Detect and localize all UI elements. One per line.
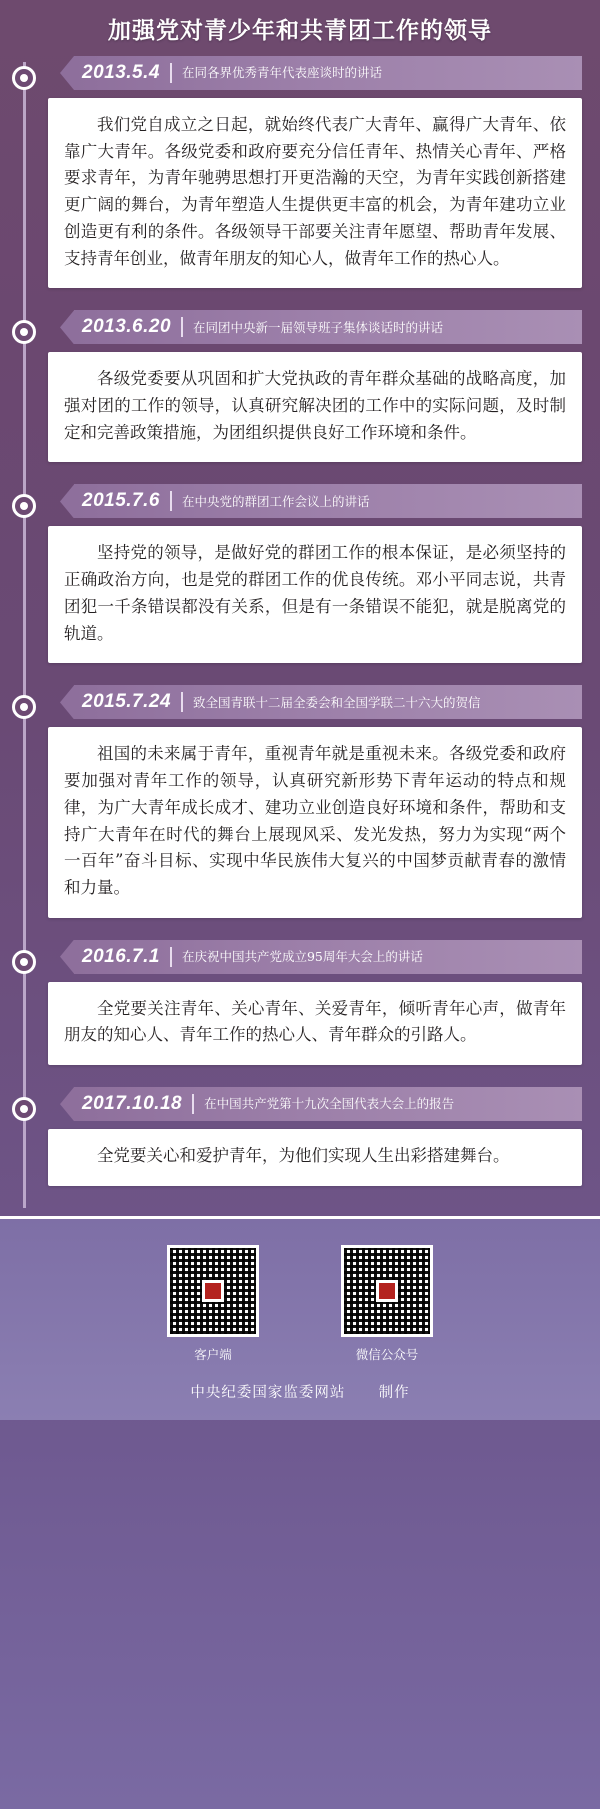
entry-card [48, 352, 582, 462]
entry-text: 各级党委要从巩固和扩大党执政的青年群众基础的战略高度，加强对团的工作的领导，认真研究解决团的工作中的实际问题，及时制定和完善政策措施，为团组织提供良好工作环境和条件。 [64, 369, 566, 442]
arrow-left-icon [60, 310, 74, 344]
timeline-node-icon [12, 494, 36, 518]
divider [181, 692, 183, 712]
entry-date: 2013.6.20 [82, 316, 172, 338]
timeline-node-icon [12, 66, 36, 90]
timeline-node-icon [12, 1097, 36, 1121]
entry-source: 在庆祝中国共产党成立95周年大会上的讲话 [181, 948, 423, 964]
divider [170, 491, 172, 511]
entry-source: 在中国共产党第十九次全国代表大会上的报告 [204, 1096, 455, 1112]
entry-header [60, 56, 582, 90]
divider [192, 1094, 194, 1114]
footer-credit-organization: 中央纪委国家监委网站 [190, 1384, 346, 1401]
arrow-left-icon [60, 1087, 74, 1121]
entry-header [60, 940, 582, 974]
arrow-left-icon [60, 940, 74, 974]
timeline-entry [0, 1087, 600, 1208]
timeline [0, 56, 600, 1208]
qr-code-label: 微信公众号 [355, 1346, 419, 1362]
page-header [0, 0, 600, 56]
divider [170, 947, 172, 967]
timeline-node-icon [12, 695, 36, 719]
arrow-left-icon [60, 685, 74, 719]
entry-text: 祖国的未来属于青年，重视青年就是重视未来。各级党委和政府要加强对青年工作的领导，认真研究新形势下青年运动的特点和规律，为广大青年成长成才、建功立业创造良好环境和条件，帮助和支持广大青年在时代的舞台上展现风采、发光发热，努力为实现“两个一百年”奋斗目标、实现中华民族伟大复兴的中国梦贡献青春的激情和力量。 [64, 744, 566, 897]
entry-card [48, 982, 582, 1065]
qr-code-app [165, 1245, 261, 1363]
qr-code-label: 客户端 [194, 1346, 232, 1362]
entry-source: 在中央党的群团工作会议上的讲话 [181, 493, 370, 509]
entry-card [48, 526, 582, 663]
entry-card [48, 98, 582, 288]
entry-text: 全党要关注青年、关心青年、关爱青年，倾听青年心声，做青年朋友的知心人、青年工作的热心人、青年群众的引路人。 [64, 998, 566, 1045]
qr-code-wechat [339, 1245, 435, 1363]
entry-source: 致全国青联十二届全委会和全国学联二十六大的贺信 [193, 694, 481, 710]
entry-date: 2017.10.18 [82, 1093, 183, 1115]
entry-header [60, 484, 582, 518]
arrow-left-icon [60, 56, 74, 90]
entry-date: 2015.7.6 [82, 490, 160, 512]
timeline-node-icon [12, 320, 36, 344]
divider [181, 317, 183, 337]
entry-source: 在同各界优秀青年代表座谈时的讲话 [181, 65, 382, 81]
entry-card [48, 1129, 582, 1186]
entry-header [60, 685, 582, 719]
entry-date: 2015.7.24 [82, 691, 172, 713]
page-title: 加强党对青少年和共青团工作的领导 [108, 16, 492, 43]
timeline-node-icon [12, 950, 36, 974]
entry-header [60, 1087, 582, 1121]
footer-credit-suffix: 制作 [378, 1384, 410, 1401]
entry-text: 全党要关心和爱护青年，为他们实现人生出彩搭建舞台。 [97, 1146, 510, 1166]
footer-credit [0, 1381, 600, 1402]
entry-card [48, 727, 582, 917]
entry-date: 2013.5.4 [82, 62, 160, 83]
qr-code-icon [341, 1245, 433, 1337]
entry-source: 在同团中央新一届领导班子集体谈话时的讲话 [193, 319, 444, 335]
entry-date: 2016.7.1 [82, 945, 160, 967]
entry-text: 我们党自成立之日起，就始终代表广大青年、赢得广大青年、依靠广大青年。各级党委和政府要充分信任青年、热情关心青年、严格要求青年，为青年驰骋思想打开更浩瀚的天空，为青年实践创新搭建更广阔的舞台，为青年塑造人生提供更丰富的机会，为青年建功立业创造更有利的条件。各级领导干部要关注青年愿望、帮助青年发展、支持青年创业，做青年朋友的知心人，做青年工作的热心人。 [64, 115, 566, 268]
timeline-entry [0, 56, 600, 310]
timeline-entry [0, 940, 600, 1087]
timeline-entry [0, 484, 600, 685]
entry-text: 坚持党的领导，是做好党的群团工作的根本保证，是必须坚持的正确政治方向，也是党的群团工作的优良传统。邓小平同志说，共青团犯一千条错误都没有关系，但是有一条错误不能犯，就是脱离党的轨道。 [64, 543, 566, 643]
arrow-left-icon [60, 484, 74, 518]
entry-header [60, 310, 582, 344]
qr-code-row [0, 1245, 600, 1363]
divider [170, 63, 172, 83]
timeline-entry [0, 310, 600, 484]
qr-code-icon [167, 1245, 259, 1337]
page-footer [0, 1216, 600, 1420]
timeline-entry [0, 685, 600, 939]
